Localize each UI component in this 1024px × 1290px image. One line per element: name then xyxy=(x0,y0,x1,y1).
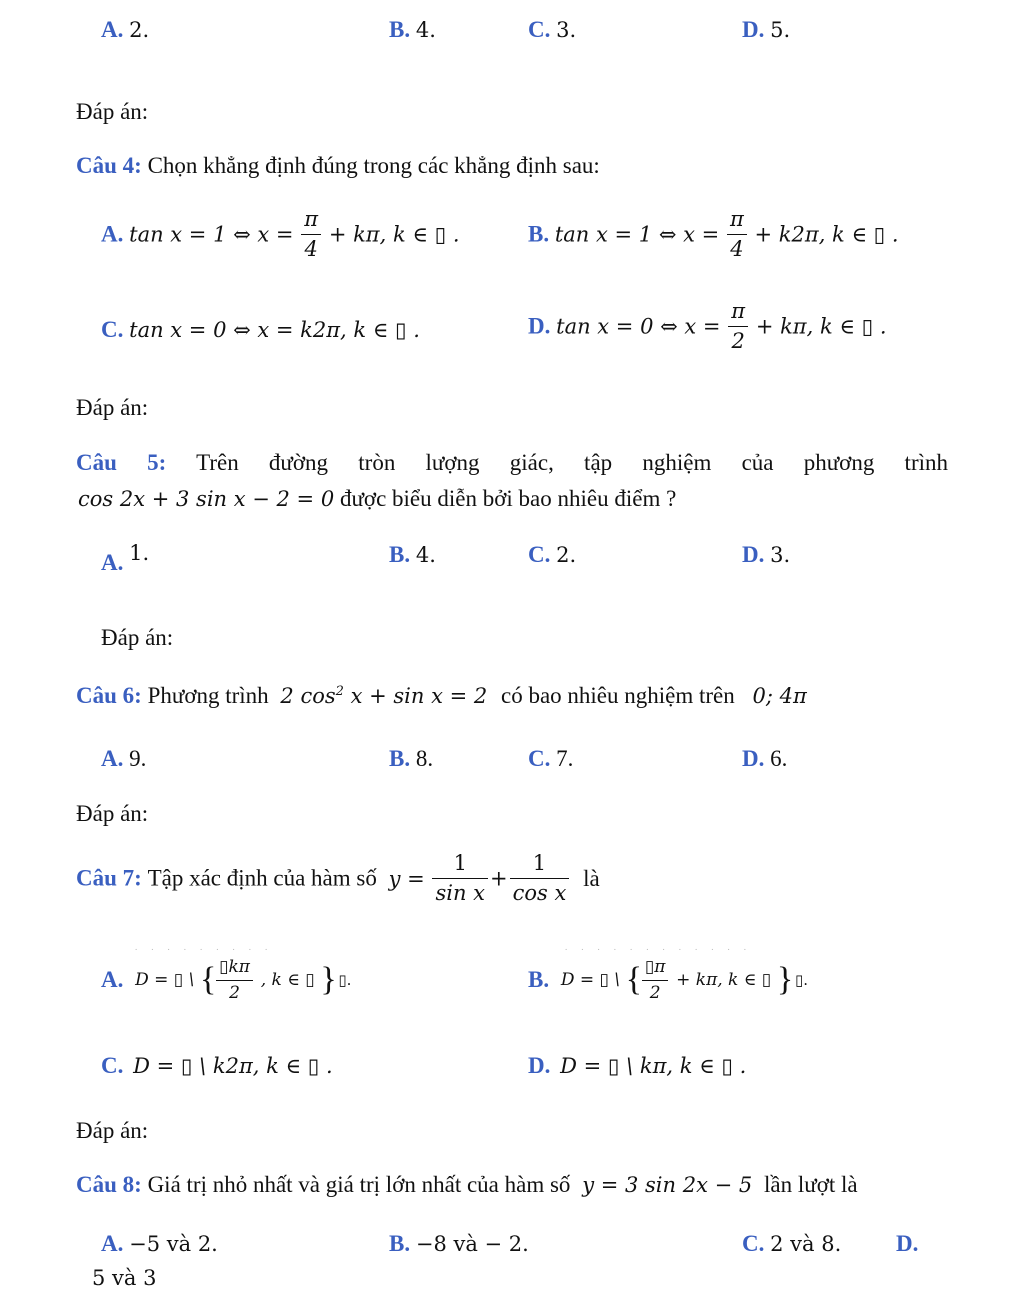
option-value: 2 xyxy=(129,18,143,42)
option-value: 4 xyxy=(415,18,430,42)
math-rhs: + kπ, k ∈ ▯ . xyxy=(755,314,887,339)
option-label: C. xyxy=(528,746,551,771)
option-label: B. xyxy=(528,221,550,247)
set-prefix: D = ▯ \ xyxy=(135,970,195,991)
option-label: C. xyxy=(101,1053,124,1078)
option-value: 6. xyxy=(770,746,788,771)
denominator: 2 xyxy=(731,329,745,354)
q6-option-a xyxy=(101,746,146,772)
denominator: cos x xyxy=(512,881,567,906)
option-value: 9. xyxy=(129,746,147,771)
option-label: B. xyxy=(389,542,411,567)
q8-option-a xyxy=(101,1231,218,1257)
option-label: D. xyxy=(896,1231,919,1256)
option-value: −5 và 2. xyxy=(129,1232,218,1256)
question-text: Phương trình xyxy=(147,683,269,708)
option-label: B. xyxy=(389,17,411,42)
q6-option-b xyxy=(389,746,433,772)
left-brace-icon: { xyxy=(625,961,643,999)
math-text: D = ▯ \ k2π, k ∈ ▯ . xyxy=(133,1054,333,1078)
option-label: C. xyxy=(742,1231,765,1256)
question-number: Câu 5: xyxy=(76,450,167,475)
math-lhs: tan x = 1 ⇔ x = xyxy=(554,222,720,247)
math-rhs: + kπ, k ∈ ▯ . xyxy=(328,222,460,247)
option-value: 4 xyxy=(415,543,430,567)
option-label: B. xyxy=(389,746,411,771)
option-value: 2 và 8. xyxy=(770,1232,842,1256)
fraction xyxy=(727,208,747,261)
option-value: 8. xyxy=(415,746,434,771)
answer-label-q6: Đáp án: xyxy=(76,801,149,826)
q5-stem-line2 xyxy=(78,486,676,512)
option-value: 3 xyxy=(556,18,570,42)
set-prefix: D = ▯ \ xyxy=(560,970,621,991)
q5-option-c: C. 2. xyxy=(528,542,577,567)
option-label: A. xyxy=(101,17,124,42)
numerator: π xyxy=(301,208,321,235)
option-label: A. xyxy=(101,1231,124,1256)
question-text: Tập xác định của hàm số xyxy=(147,865,377,891)
q6-option-c xyxy=(528,746,573,772)
math-lhs: tan x = 1 ⇔ x = xyxy=(129,222,294,247)
option-label: D. xyxy=(742,746,765,771)
numerator: π xyxy=(727,208,747,235)
option-label: C. xyxy=(528,17,551,42)
denominator: 2 xyxy=(229,982,240,1003)
fraction-2 xyxy=(510,852,570,905)
numerator: 1 xyxy=(432,852,488,879)
question-number: Câu 6: xyxy=(76,683,142,708)
option-label: A. xyxy=(101,967,124,993)
right-brace-icon: } xyxy=(776,961,794,999)
plus-sign: + xyxy=(490,866,508,891)
q7-option-d xyxy=(528,1053,746,1079)
q5-option-b: B. 4. xyxy=(389,542,436,567)
set-end: ▯. xyxy=(794,971,808,990)
math-text: D = ▯ \ kπ, k ∈ ▯ . xyxy=(560,1054,747,1078)
option-label: B. xyxy=(528,967,550,993)
equation: 2 $\cos^2 x + \sin x = 2$ xyxy=(280,684,488,708)
fraction xyxy=(216,958,253,1002)
set-end: ▯. xyxy=(338,971,352,990)
option-value: 1 xyxy=(129,541,143,565)
q3-option-d: D. 5. xyxy=(742,17,791,42)
q5-stem-line1 xyxy=(76,450,948,476)
fraction xyxy=(642,958,669,1002)
answer-label-q7: Đáp án: xyxy=(76,1118,149,1143)
option-label: D. xyxy=(742,17,765,42)
question-text: Trên đường tròn lượng giác, tập nghiệm của phương trình xyxy=(196,450,948,475)
option-label: B. xyxy=(389,1231,411,1256)
y-equals: y = xyxy=(388,866,425,891)
numerator: ▯kπ xyxy=(216,958,253,981)
q3-option-b: B. 4. xyxy=(389,17,436,42)
q8-option-b xyxy=(389,1231,529,1257)
denominator: 4 xyxy=(730,237,744,262)
option-label: D. xyxy=(528,313,551,339)
left-brace-icon: { xyxy=(200,961,217,999)
q6-option-d xyxy=(742,746,787,772)
fraction xyxy=(301,208,321,261)
denominator: sin x xyxy=(435,881,486,906)
question-number: Câu 4: xyxy=(76,153,142,178)
equation: cos 2x + 3 sin x − 2 = 0 xyxy=(78,487,335,511)
q8-option-d-value-cut: 5 và 3 xyxy=(92,1266,157,1290)
question-text: Chọn khẳng định đúng trong các khẳng định sau: xyxy=(147,153,600,178)
answer-label-q5: Đáp án: xyxy=(101,625,174,650)
q7-option-b xyxy=(528,958,808,1002)
math-lhs: tan x = 0 ⇔ x = xyxy=(556,314,721,339)
question-number: Câu 7: xyxy=(76,865,142,891)
question-text: được biểu diễn bởi bao nhiêu điểm ? xyxy=(339,486,677,511)
q5-option-d: D. 3. xyxy=(742,542,791,567)
denominator: 2 xyxy=(649,982,661,1003)
artifact-row: ......... xyxy=(135,942,282,952)
option-label: C. xyxy=(101,317,124,342)
option-value: −8 và − 2. xyxy=(415,1232,529,1256)
option-value: 5 xyxy=(770,18,784,42)
denominator: 4 xyxy=(304,237,318,262)
numerator: 1 xyxy=(510,852,570,879)
numerator: ▯π xyxy=(642,958,669,981)
q4-stem xyxy=(76,153,600,179)
math-rhs: + k2π, k ∈ ▯ . xyxy=(754,222,899,247)
option-label: D. xyxy=(742,542,765,567)
option-label: C. xyxy=(528,542,551,567)
q3-option-c: C. 3. xyxy=(528,17,577,42)
option-label: D. xyxy=(528,1053,551,1078)
q5-option-a: A. 1. xyxy=(101,541,150,575)
option-value: 7. xyxy=(556,746,574,771)
fraction xyxy=(728,300,748,353)
q3-option-a: A. 2. xyxy=(101,17,150,42)
option-label: A. xyxy=(101,746,124,771)
answer-label-q4: Đáp án: xyxy=(76,395,149,420)
q7-option-a xyxy=(101,958,351,1002)
question-text: là xyxy=(583,865,600,891)
option-value: 2 xyxy=(556,543,570,567)
right-brace-icon: } xyxy=(320,961,337,999)
math-text: tan x = 0 ⇔ x = k2π, k ∈ ▯ . xyxy=(129,318,420,342)
question-text: có bao nhiêu nghiệm trên xyxy=(501,683,735,708)
set-rest: + kπ, k ∈ ▯ xyxy=(676,970,772,991)
q6-stem xyxy=(76,683,807,709)
answer-label-q3: Đáp án: xyxy=(76,99,149,124)
question-text: Giá trị nhỏ nhất và giá trị lớn nhất của hàm số xyxy=(147,1172,571,1197)
numerator: π xyxy=(728,300,748,327)
q4-option-c xyxy=(101,317,420,343)
artifact-row: ............ xyxy=(565,942,760,952)
q7-option-c xyxy=(101,1053,333,1079)
question-number: Câu 8: xyxy=(76,1172,142,1197)
option-value: 3 xyxy=(770,543,784,567)
interval: 0; 4π xyxy=(752,684,807,708)
set-rest: , k ∈ ▯ xyxy=(260,970,315,991)
q4-option-b xyxy=(528,208,899,261)
equation: y = 3 sin 2x − 5 xyxy=(582,1173,753,1197)
q4-option-a xyxy=(101,208,460,261)
q4-option-d xyxy=(528,300,887,353)
q8-option-d xyxy=(896,1231,918,1257)
q8-stem xyxy=(76,1172,858,1198)
option-label: A. xyxy=(101,221,124,247)
q7-stem xyxy=(76,852,600,905)
q8-option-c xyxy=(742,1231,841,1257)
question-text: lần lượt là xyxy=(764,1172,858,1197)
option-label: A. xyxy=(101,550,124,575)
fraction-1 xyxy=(432,852,488,905)
